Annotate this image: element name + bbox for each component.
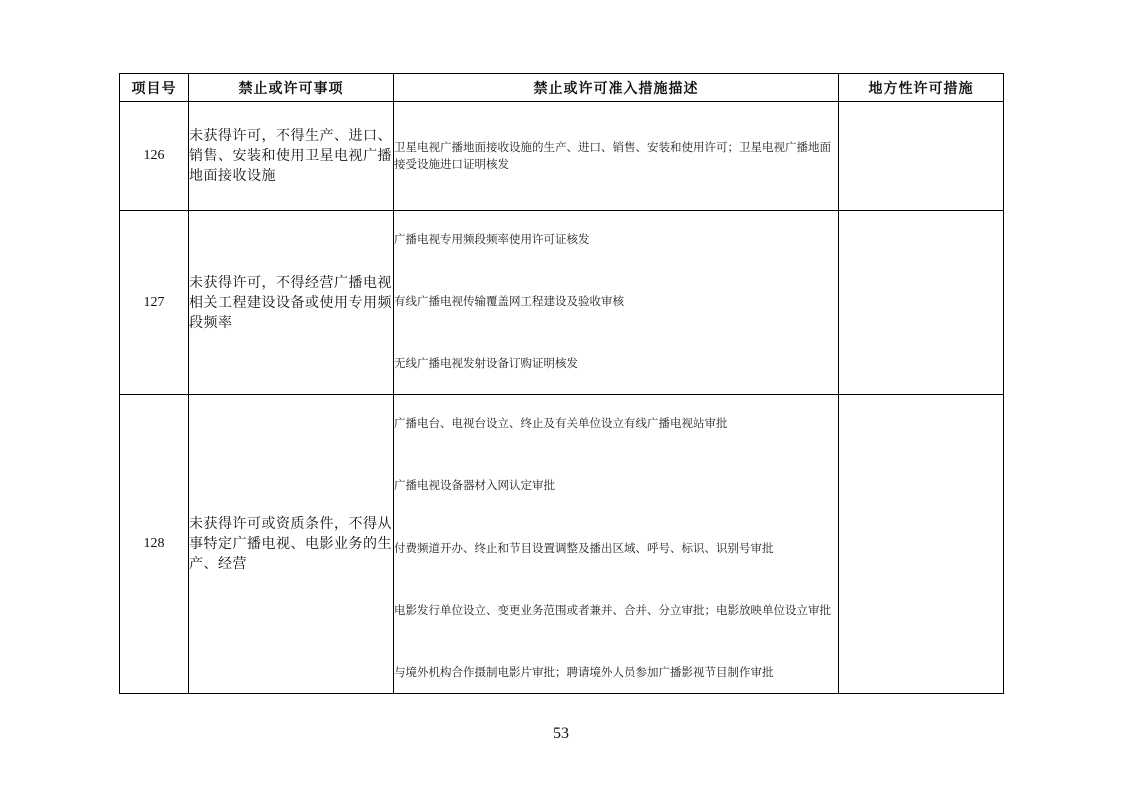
measure-text: 卫星电视广播地面接收设施的生产、进口、销售、安装和使用许可；卫星电视广播地面接受设施进口证明核发 <box>394 140 831 171</box>
market-access-table <box>119 73 1004 694</box>
measure-text: 广播电视专用频段频率使用许可证核发 <box>394 232 590 246</box>
row-id: 126 <box>120 102 189 211</box>
row-item: 未获得许可，不得生产、进口、销售、安装和使用卫星电视广播地面接收设施 <box>189 102 394 211</box>
row-description <box>394 211 839 395</box>
table-row <box>120 211 1004 395</box>
row-item: 未获得许可或资质条件，不得从事特定广播电视、电影业务的生产、经营 <box>189 395 394 694</box>
row-local <box>839 395 1004 694</box>
row-id: 127 <box>120 211 189 395</box>
measure-text: 电影发行单位设立、变更业务范围或者兼并、合并、分立审批；电影放映单位设立审批 <box>394 602 831 617</box>
measure-text: 无线广播电视发射设备订购证明核发 <box>394 356 578 370</box>
header-item: 禁止或许可事项 <box>189 74 394 102</box>
row-local <box>839 102 1004 211</box>
measure-text: 广播电视设备器材入网认定审批 <box>394 478 555 493</box>
header-id: 项目号 <box>120 74 189 102</box>
measure-text: 广播电台、电视台设立、终止及有关单位设立有线广播电视站审批 <box>394 416 728 430</box>
header-description: 禁止或许可准入措施描述 <box>394 74 839 102</box>
measure-text: 与境外机构合作摄制电影片审批；聘请境外人员参加广播影视节目制作审批 <box>394 665 774 679</box>
table-row <box>120 395 1004 694</box>
row-id: 128 <box>120 395 189 694</box>
row-description <box>394 395 839 694</box>
header-local: 地方性许可措施 <box>839 74 1004 102</box>
page-number: 53 <box>553 725 569 742</box>
row-description <box>394 102 839 211</box>
row-local <box>839 211 1004 395</box>
table-row <box>120 102 1004 211</box>
table-header-row <box>120 74 1004 102</box>
row-item: 未获得许可，不得经营广播电视相关工程建设设备或使用专用频段频率 <box>189 211 394 395</box>
measure-text: 有线广播电视传输覆盖网工程建设及验收审核 <box>394 294 624 308</box>
list-table-container <box>119 73 1003 694</box>
measure-text: 付费频道开办、终止和节目设置调整及播出区域、呼号、标识、识别号审批 <box>394 540 774 555</box>
